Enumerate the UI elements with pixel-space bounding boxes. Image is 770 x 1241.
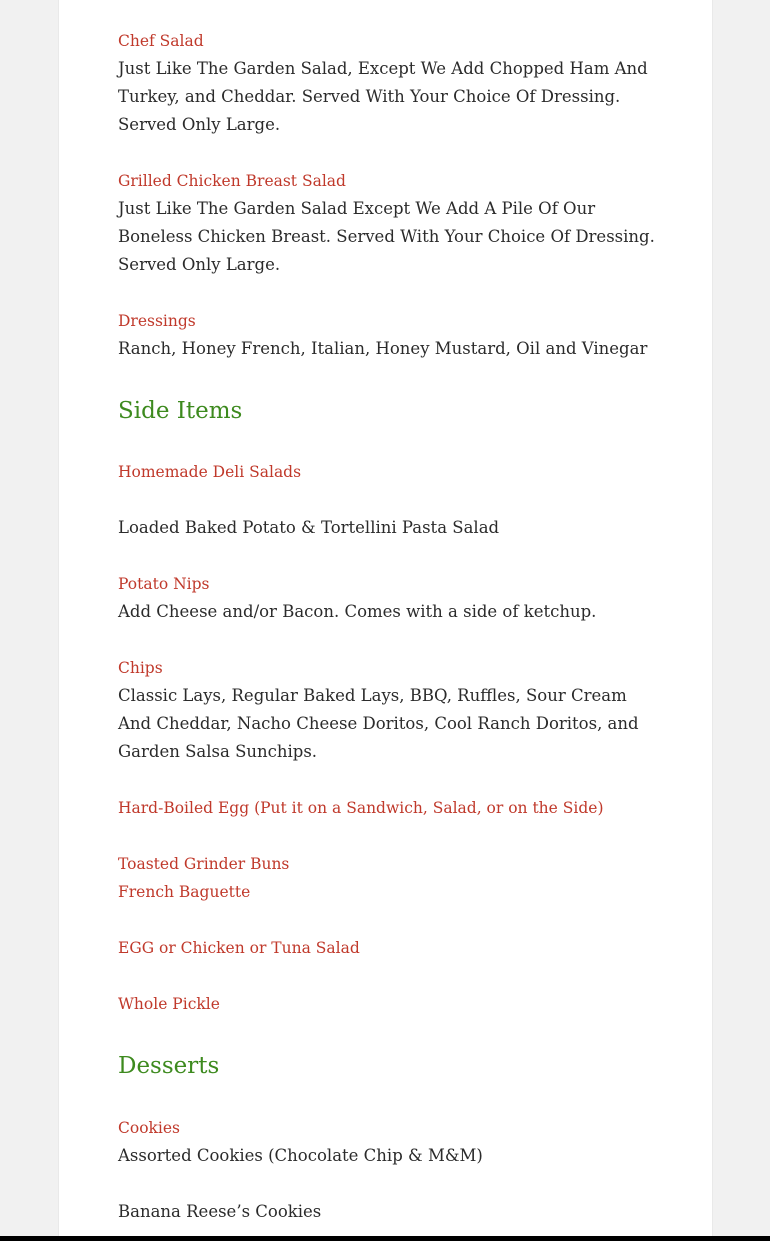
menu-item-hard-boiled-egg: Hard-Boiled Egg (Put it on a Sandwich, Salad, or on the Side) <box>118 799 604 817</box>
bottom-bar <box>0 1236 770 1241</box>
menu-item-potato-nips-description: Add Cheese and/or Bacon. Comes with a side of ketchup. <box>118 602 597 621</box>
menu-item-dressings-description: Ranch, Honey French, Italian, Honey Mustard, Oil and Vinegar <box>118 339 648 358</box>
menu-item-cookies-description: Assorted Cookies (Chocolate Chip & M&M) <box>118 1146 483 1165</box>
menu-item-chef-salad: Chef Salad <box>118 32 204 50</box>
menu-item-chef-salad-description: Just Like The Garden Salad, Except We Add Chopped Ham And Turkey, and Cheddar. Served With Your Choice Of Dressing. Served Only Large. <box>118 59 648 134</box>
menu-item-grilled-chicken-breast-salad-description: Just Like The Garden Salad Except We Add A Pile Of Our Boneless Chicken Breast. Served With Your Choice Of Dressing. Served Only Large. <box>118 199 655 274</box>
menu-item-homemade-deli-salads: Homemade Deli Salads <box>118 463 302 481</box>
menu-item-grilled-chicken-breast-salad: Grilled Chicken Breast Salad <box>118 172 346 190</box>
menu-item-chips-description: Classic Lays, Regular Baked Lays, BBQ, Ruffles, Sour Cream And Cheddar, Nacho Cheese Doritos, Cool Ranch Doritos, and Garden Salsa Sunchips. <box>118 686 639 761</box>
section-heading-side-items: Side Items <box>118 398 243 424</box>
menu-item-potato-nips: Potato Nips <box>118 575 210 593</box>
menu-item-egg-chicken-tuna-salad: EGG or Chicken or Tuna Salad <box>118 939 360 957</box>
menu-item-whole-pickle: Whole Pickle <box>118 995 220 1013</box>
menu-item-homemade-deli-salads-description: Loaded Baked Potato & Tortellini Pasta Salad <box>118 518 500 537</box>
menu-item-cookies: Cookies <box>118 1119 180 1137</box>
menu-item-french-baguette: French Baguette <box>118 883 251 901</box>
menu-item-toasted-grinder-buns: Toasted Grinder Buns <box>118 855 290 873</box>
menu-item-dressings: Dressings <box>118 312 196 330</box>
menu-item-chips: Chips <box>118 659 163 677</box>
section-heading-desserts: Desserts <box>118 1053 220 1079</box>
menu-item-banana-reese-cookies: Banana Reese’s Cookies <box>118 1202 322 1221</box>
